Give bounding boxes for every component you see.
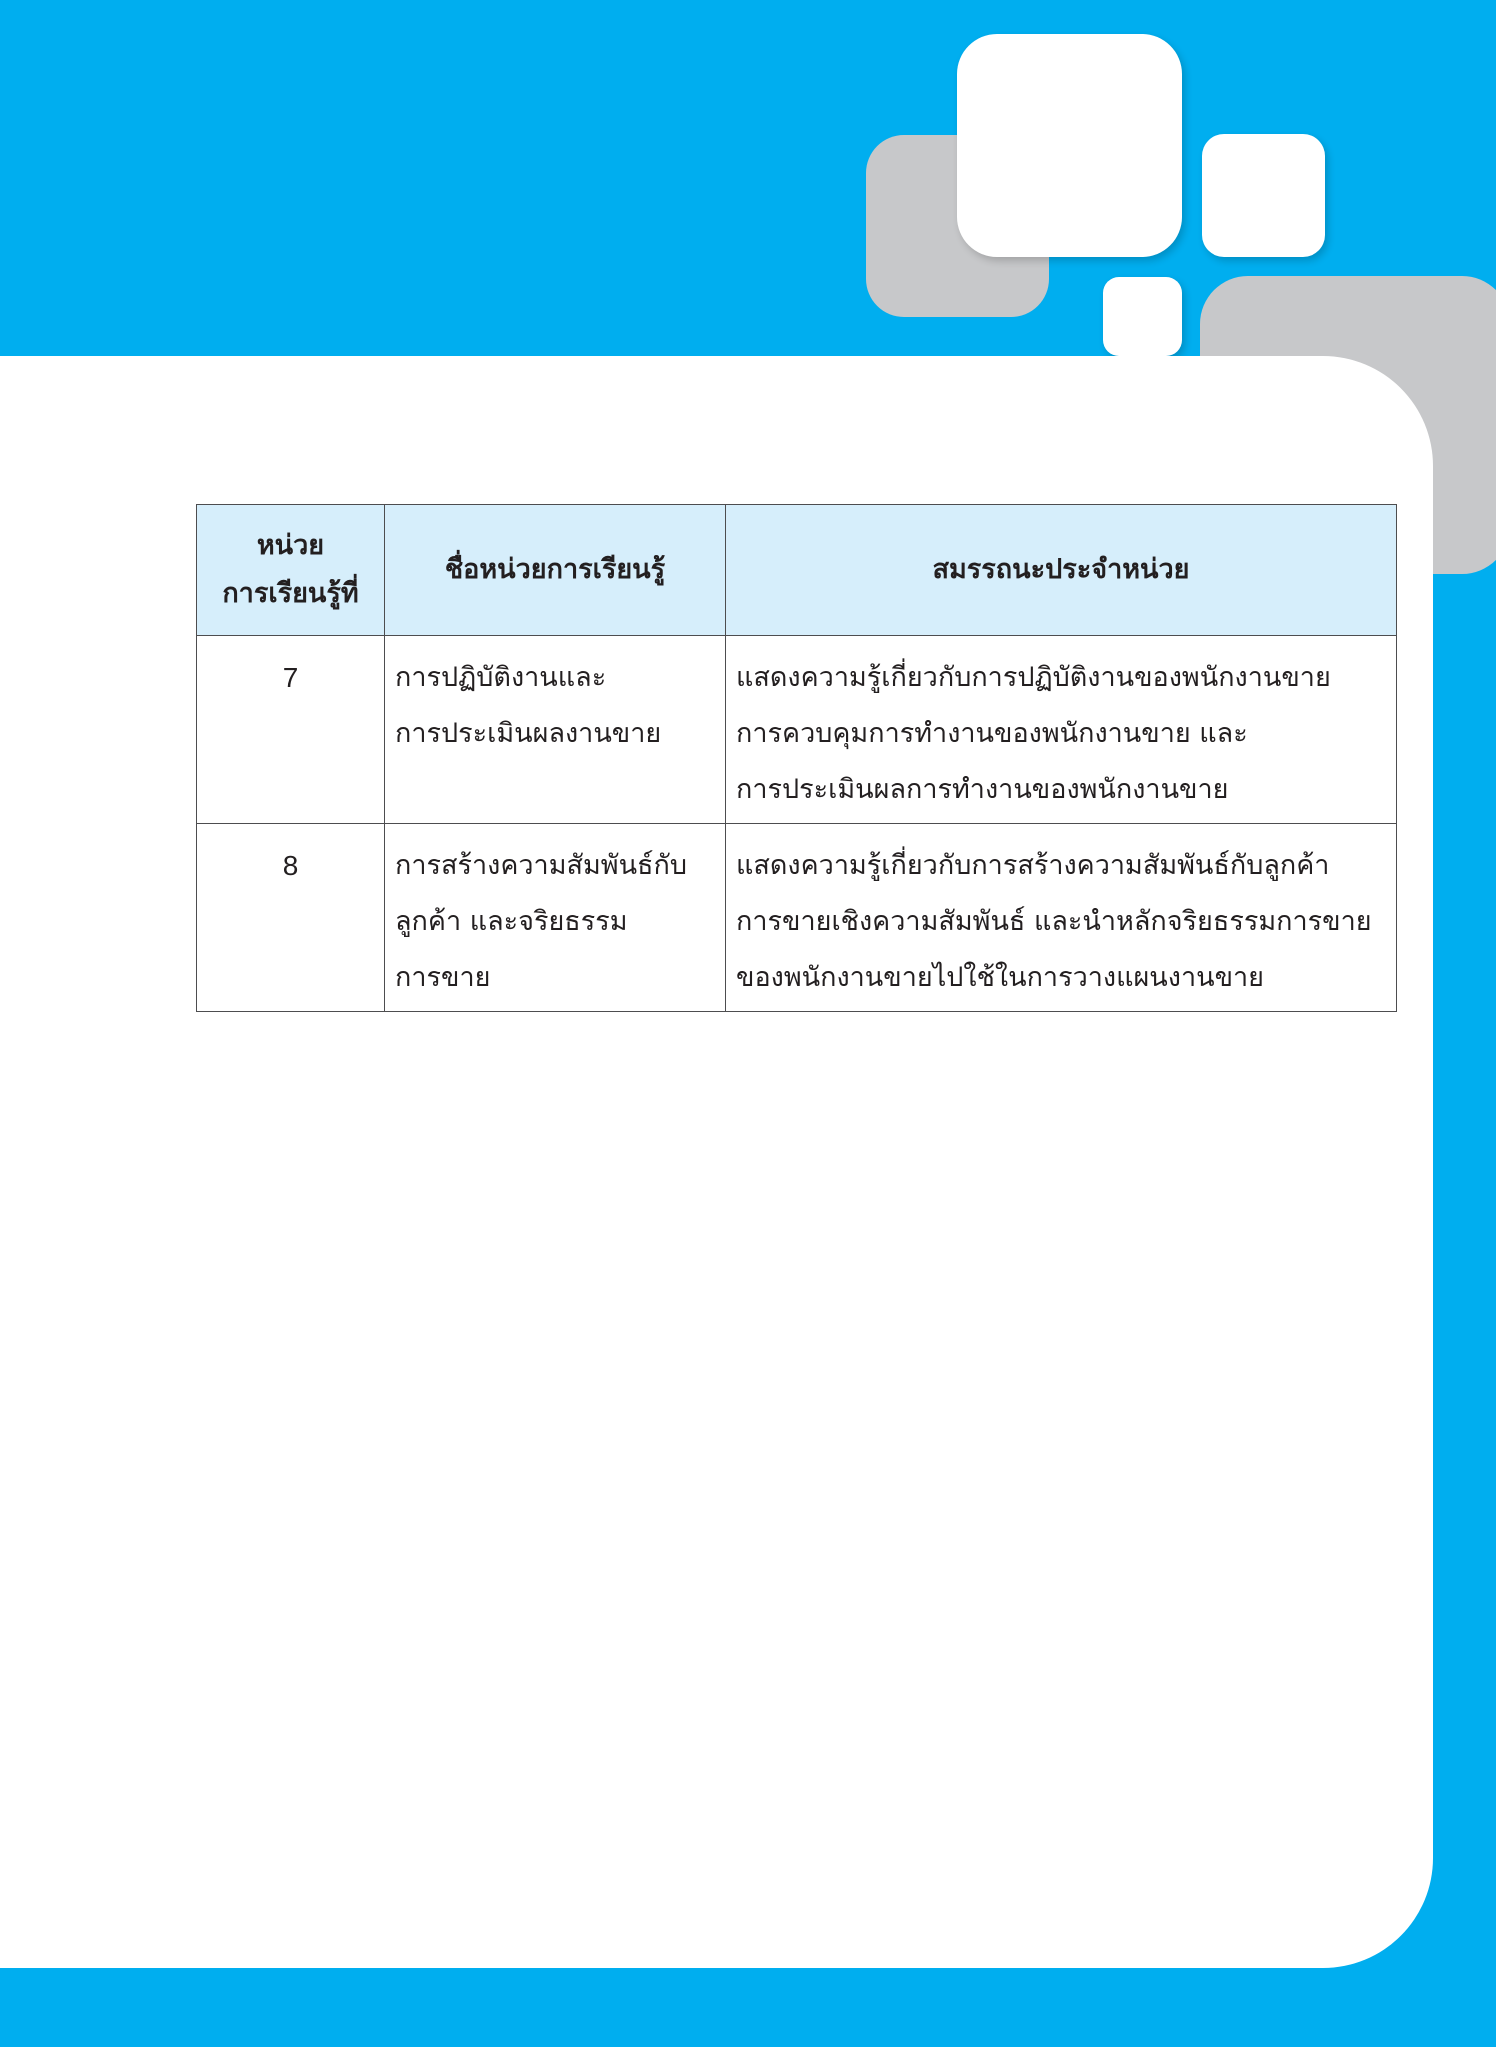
unit-number-cell: 8 xyxy=(197,824,385,1012)
decorative-white-square-large xyxy=(957,34,1182,257)
table-row xyxy=(197,636,1397,824)
competency-cell xyxy=(726,636,1397,824)
competency-cell xyxy=(726,824,1397,1012)
competency-line: แสดงความรู้เกี่ยวกับการสร้างความสัมพันธ์กับลูกค้า xyxy=(736,850,1330,881)
competency-line: การควบคุมการทำงานของพนักงานขาย และ xyxy=(736,718,1248,749)
competency-line: การขายเชิงความสัมพันธ์ และนำหลักจริยธรรมการขาย xyxy=(736,906,1372,937)
header-competency: สมรรถนะประจำหน่วย xyxy=(726,505,1397,636)
competency-line: แสดงความรู้เกี่ยวกับการปฏิบัติงานของพนักงานขาย xyxy=(736,662,1331,693)
unit-name-line: การสร้างความสัมพันธ์กับ xyxy=(395,850,688,881)
table-row xyxy=(197,824,1397,1012)
header-unit-line1: หน่วย xyxy=(256,530,325,561)
header-unit-number xyxy=(197,505,385,636)
learning-units-table xyxy=(196,504,1397,1012)
decorative-white-square-medium xyxy=(1202,134,1325,257)
unit-name-line: การปฏิบัติงานและ xyxy=(395,662,607,693)
unit-number-cell: 7 xyxy=(197,636,385,824)
decorative-white-square-small xyxy=(1103,277,1182,356)
unit-name-cell xyxy=(385,824,726,1012)
unit-name-cell xyxy=(385,636,726,824)
table-header-row xyxy=(197,505,1397,636)
competency-line: การประเมินผลการทำงานของพนักงานขาย xyxy=(736,774,1229,805)
competency-line: ของพนักงานขายไปใช้ในการวางแผนงานขาย xyxy=(736,962,1265,993)
unit-name-line: การขาย xyxy=(395,962,491,993)
header-unit-name: ชื่อหน่วยการเรียนรู้ xyxy=(385,505,726,636)
unit-name-line: ลูกค้า และจริยธรรม xyxy=(395,906,628,937)
header-unit-line2: การเรียนรู้ที่ xyxy=(222,578,359,609)
unit-name-line: การประเมินผลงานขาย xyxy=(395,718,662,749)
